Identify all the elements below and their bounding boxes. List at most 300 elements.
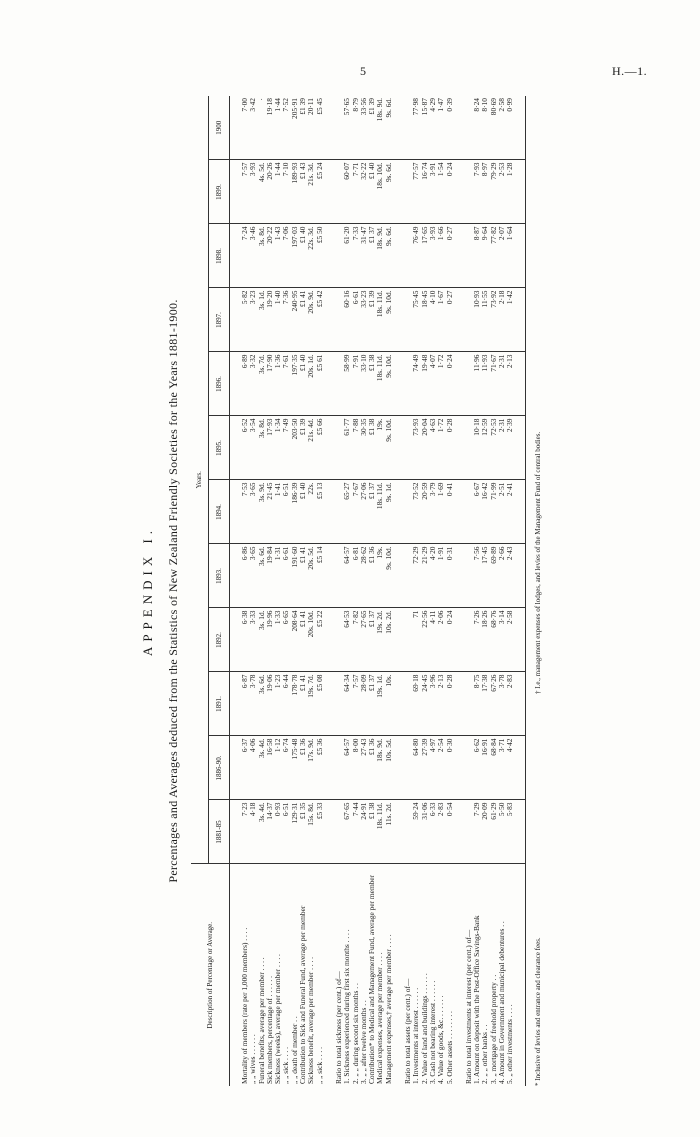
value-cell: 186·39 <box>291 480 299 544</box>
value-cell: 8·79 <box>350 98 360 112</box>
year-column-header: 1897. <box>208 288 229 352</box>
value-cell: 75·45 <box>412 288 420 352</box>
value-cell: 8·10 <box>480 98 490 112</box>
value-cell: 57·65 <box>342 98 352 116</box>
row-label: Sickness benefit, average per member . . . . <box>307 864 315 1086</box>
value-cell: 7·10 <box>282 160 290 224</box>
value-cell: £5 22 <box>316 608 324 672</box>
row-label: 4. Value of goods, &c. . . . . . . <box>437 864 445 1086</box>
value-cell: 21s. 3d. <box>307 160 315 224</box>
table-row <box>506 96 514 1086</box>
value-cell: 22s. 3d. <box>307 224 315 288</box>
table-row <box>446 96 454 1086</box>
value-cell: 77·57 <box>412 160 420 224</box>
table-row <box>266 96 274 1086</box>
value-cell: 4·20 <box>429 544 437 608</box>
table-row <box>429 96 437 1086</box>
table-row <box>437 96 445 1086</box>
value-cell: 7·29 <box>473 800 481 864</box>
value-cell: 7·56 <box>473 544 481 608</box>
value-cell: 129·31 <box>291 800 299 864</box>
value-cell: 7·61 <box>282 352 290 416</box>
value-cell: 20s. 1d. <box>307 352 315 416</box>
value-cell: £5 24 <box>316 160 324 224</box>
value-cell: 2·83 <box>437 800 445 864</box>
value-cell: 24·91 <box>360 800 368 864</box>
value-cell: 6·52 <box>241 416 249 480</box>
value-cell: 19s. 1d. <box>376 672 384 736</box>
value-cell: 175·48 <box>291 736 299 800</box>
value-cell: 19·84 <box>266 544 274 608</box>
value-cell: 7·49 <box>282 416 290 480</box>
value-cell: 7·57 <box>241 160 249 224</box>
value-cell: · <box>256 98 266 101</box>
value-cell: 14·37 <box>266 800 274 864</box>
value-cell: 0·30 <box>446 736 454 800</box>
value-cell: 19s. <box>376 416 384 480</box>
value-cell: 31·06 <box>421 800 429 864</box>
table-row <box>421 96 429 1086</box>
row-label: Mortality of members (rate per 1,000 members) . . . . <box>241 864 249 1086</box>
row-label: 3. „ mortgage of freehold property . . <box>490 864 498 1086</box>
value-cell: 65·27 <box>343 480 351 544</box>
value-cell: 2·18 <box>498 288 506 352</box>
value-cell: 3·42 <box>248 98 258 112</box>
row-label: 1. Investments at interest . . . . . . <box>412 864 420 1086</box>
value-cell: 3·71 <box>498 736 506 800</box>
value-cell: £1 37 <box>368 672 376 736</box>
value-cell: £1 41 <box>299 672 307 736</box>
value-cell: 1·67 <box>437 288 445 352</box>
value-cell: £1 39 <box>368 288 376 352</box>
value-cell: 59·24 <box>412 800 420 864</box>
value-cell: 2·31 <box>498 352 506 416</box>
row-label: Ratio to total sickness (per cent.) of— <box>335 864 343 1086</box>
value-cell: 2·13 <box>437 672 445 736</box>
value-cell: 1·64 <box>506 224 514 288</box>
value-cell: 20s. 9d. <box>307 288 315 352</box>
value-cell: 10s. 2d. <box>385 608 393 672</box>
value-cell: 6·74 <box>282 736 290 800</box>
table-row <box>258 96 266 1086</box>
value-cell: £5 66 <box>316 416 324 480</box>
value-cell: £1 38 <box>368 800 376 864</box>
value-cell: 205·91 <box>289 98 299 119</box>
value-cell: £5 42 <box>316 288 324 352</box>
row-label: Sickness (weeks), average per member . . . . <box>274 864 282 1086</box>
value-cell: 6·65 <box>282 608 290 672</box>
value-cell: £1 37 <box>368 608 376 672</box>
value-cell: 0·27 <box>446 288 454 352</box>
page-number: 5 <box>360 64 366 78</box>
value-cell: 18·45 <box>421 288 429 352</box>
value-cell: 79·29 <box>490 160 498 224</box>
value-cell: 24·45 <box>421 672 429 736</box>
value-cell: 19·48 <box>421 352 429 416</box>
value-cell: 7·53 <box>241 480 249 544</box>
value-cell: 1·40 <box>274 288 282 352</box>
value-cell: £5 61 <box>316 352 324 416</box>
value-cell: £1 37 <box>368 480 376 544</box>
value-cell: 3s. 4d. <box>258 800 266 864</box>
value-cell: 61·20 <box>343 224 351 288</box>
row-label: 4. Amount in Government and municipal debentures . . <box>498 864 506 1086</box>
value-cell: 1·23 <box>274 672 282 736</box>
years-header: Years. <box>191 96 208 864</box>
value-cell: 18s. 10d. <box>376 160 384 224</box>
value-cell: 22·56 <box>421 608 429 672</box>
value-cell: 4·29 <box>427 98 437 112</box>
value-cell: 18s. 11d. <box>376 800 384 864</box>
table-row <box>307 96 315 1086</box>
value-cell: 69·18 <box>412 672 420 736</box>
value-cell: £1 36 <box>299 736 307 800</box>
value-cell: 31·47 <box>360 224 368 288</box>
value-cell: 33·56 <box>358 98 368 116</box>
value-cell: 0·39 <box>444 98 454 112</box>
value-cell: £5 45 <box>314 98 324 115</box>
value-cell: 7·82 <box>352 608 360 672</box>
value-cell: 1·44 <box>273 98 283 112</box>
value-cell: 17·38 <box>481 672 489 736</box>
value-cell: 18s. 9d. <box>376 224 384 288</box>
value-cell: 4·63 <box>429 416 437 480</box>
value-cell: 5·83 <box>506 800 514 864</box>
year-column-header: 1894. <box>208 480 229 544</box>
table-row <box>481 96 489 1086</box>
value-cell: 33·10 <box>360 352 368 416</box>
value-cell: 28·62 <box>360 544 368 608</box>
value-cell: 9s. 6d. <box>383 98 393 118</box>
value-cell: £1 40 <box>299 480 307 544</box>
value-cell: 15s. 8d. <box>307 800 315 864</box>
year-column-header: 1881-85 <box>208 800 229 864</box>
value-cell: 3·96 <box>429 672 437 736</box>
value-cell: £1 41 <box>299 288 307 352</box>
value-cell: 189·93 <box>291 160 299 224</box>
value-cell: 60·16 <box>343 288 351 352</box>
value-cell: 18·26 <box>481 608 489 672</box>
value-cell: 1·91 <box>437 544 445 608</box>
value-cell: 1·36 <box>274 352 282 416</box>
table-row <box>343 96 351 1086</box>
value-cell: 2·83 <box>506 672 514 736</box>
value-cell: 7·26 <box>473 608 481 672</box>
value-cell: 4·11 <box>429 608 437 672</box>
value-cell: £5 14 <box>316 544 324 608</box>
value-cell: 3·91 <box>429 160 437 224</box>
value-cell: 3·33 <box>249 608 257 672</box>
value-cell: 76·49 <box>412 224 420 288</box>
value-cell: 6·81 <box>352 544 360 608</box>
value-cell: 7·93 <box>473 160 481 224</box>
value-cell: 4·06 <box>249 736 257 800</box>
value-cell: 18s. 9d. <box>376 736 384 800</box>
value-cell: 6·86 <box>241 544 249 608</box>
value-cell: 1·43 <box>274 224 282 288</box>
value-cell: 6·37 <box>241 736 249 800</box>
value-cell: 7·91 <box>352 352 360 416</box>
value-cell: 4·07 <box>429 352 437 416</box>
value-cell: 20·04 <box>421 416 429 480</box>
row-label: 5. Other assets . . . . . . . . <box>446 864 454 1086</box>
value-cell: 6·51 <box>282 800 290 864</box>
value-cell: £5 13 <box>316 480 324 544</box>
value-cell: 7·44 <box>352 800 360 864</box>
value-cell: 3·79 <box>429 480 437 544</box>
value-cell: 19·20 <box>266 288 274 352</box>
value-cell: 0·24 <box>446 352 454 416</box>
value-cell: 0·28 <box>446 416 454 480</box>
value-cell: 64·57 <box>343 736 351 800</box>
value-cell: 4·97 <box>429 736 437 800</box>
value-cell: 2·58 <box>506 608 514 672</box>
value-cell: 2·13 <box>506 352 514 416</box>
value-cell: £1 39 <box>299 416 307 480</box>
row-label: 1. Sickness experienced during first six months . . . . <box>343 864 351 1086</box>
value-cell: 17·45 <box>481 544 489 608</box>
value-cell: 9s. 6d. <box>385 160 393 224</box>
value-cell: 8·87 <box>473 224 481 288</box>
value-cell: 21·29 <box>421 544 429 608</box>
row-label: Management expenses,† average per member . . . . <box>385 864 393 1086</box>
value-cell: 7·88 <box>352 416 360 480</box>
value-cell: 60·07 <box>343 160 351 224</box>
year-column-header: 1900 <box>208 96 229 160</box>
value-cell: 6·61 <box>352 288 360 352</box>
value-cell: 74·49 <box>412 352 420 416</box>
value-cell: 3s. 4d. <box>258 736 266 800</box>
value-cell: 191·60 <box>291 544 299 608</box>
value-cell: 73·52 <box>412 480 420 544</box>
value-cell: 197·35 <box>291 352 299 416</box>
value-cell: 11·93 <box>481 352 489 416</box>
row-label: 2. „ „ other banks . . <box>481 864 489 1086</box>
year-column-header: 1898. <box>208 224 229 288</box>
value-cell: 3s. 8d. <box>258 416 266 480</box>
value-cell: 27·43 <box>360 736 368 800</box>
value-cell: 1·44 <box>274 160 282 224</box>
value-cell: 61·77 <box>343 416 351 480</box>
value-cell: 16·42 <box>481 480 489 544</box>
value-cell: 17·93 <box>266 416 274 480</box>
value-cell: 6·33 <box>429 800 437 864</box>
value-cell: 64·80 <box>412 736 420 800</box>
row-label: Medical expenses, average per member . . . . <box>376 864 384 1086</box>
value-cell: 6·61 <box>282 544 290 608</box>
value-cell: 3·65 <box>249 480 257 544</box>
value-cell: 0·93 <box>274 800 282 864</box>
row-label: 3. „ „ after twelve months . . <box>360 864 368 1086</box>
value-cell: £1 38 <box>368 352 376 416</box>
row-label: 2. „ „ during second six months . . <box>352 864 360 1086</box>
value-cell: 3·78 <box>498 672 506 736</box>
value-cell: 71·99 <box>490 480 498 544</box>
value-cell: 7·06 <box>282 224 290 288</box>
year-column-header: 1895. <box>208 416 229 480</box>
row-label: 3. Cash not bearing interest . . . . . . <box>429 864 437 1086</box>
value-cell: 7·57 <box>352 672 360 736</box>
value-cell: 72·53 <box>490 416 498 480</box>
value-cell: 2·06 <box>437 608 445 672</box>
table-row <box>352 96 360 1086</box>
value-cell: 80·69 <box>488 98 498 116</box>
value-cell: 3·78 <box>249 672 257 736</box>
row-label: Sick members, percentage of . . . . . . <box>266 864 274 1086</box>
value-cell: 8·00 <box>352 736 360 800</box>
value-cell: 1·31 <box>274 544 282 608</box>
value-cell: 3s. 6d. <box>258 672 266 736</box>
value-cell: 10s. 5d. <box>385 736 393 800</box>
value-cell: 1·72 <box>437 416 445 480</box>
value-cell: 7·71 <box>352 160 360 224</box>
value-cell: 10s. <box>385 672 393 736</box>
year-column-header: 1886-90. <box>208 736 229 800</box>
value-cell: £1 40 <box>368 160 376 224</box>
value-cell: 6·89 <box>241 352 249 416</box>
value-cell: 0·41 <box>446 480 454 544</box>
row-label: Funeral benefits, average per member . . . . <box>258 864 266 1086</box>
value-cell: 3·54 <box>249 416 257 480</box>
value-cell: 6·67 <box>473 480 481 544</box>
value-cell: 3·14 <box>498 608 506 672</box>
value-cell: £1 41 <box>299 608 307 672</box>
statistics-table <box>191 96 526 1086</box>
value-cell: £1 36 <box>368 736 376 800</box>
value-cell: 5·82 <box>241 288 249 352</box>
value-cell: 2·54 <box>437 736 445 800</box>
value-cell: 4·42 <box>506 736 514 800</box>
table-row <box>385 96 393 1086</box>
value-cell: 1·34 <box>274 416 282 480</box>
value-cell: 0·27 <box>446 224 454 288</box>
year-column-header: 1899. <box>208 160 229 224</box>
year-column-header: 1891. <box>208 672 229 736</box>
value-cell: £5 50 <box>316 224 324 288</box>
value-cell: 0·28 <box>446 672 454 736</box>
value-cell: £1 40 <box>299 224 307 288</box>
value-cell: 17s. 9d. <box>307 736 315 800</box>
value-cell: 20·22 <box>266 224 274 288</box>
table-row <box>241 96 249 1086</box>
value-cell: 20·59 <box>421 480 429 544</box>
value-cell: 16·91 <box>481 736 489 800</box>
value-cell: £5 08 <box>316 672 324 736</box>
row-label: 1. Amount on deposit with the Post-Office Savings-Bank <box>473 864 481 1086</box>
value-cell: 203·50 <box>291 416 299 480</box>
value-cell: £1 38 <box>368 416 376 480</box>
row-label: „ „ death of member . . <box>291 864 299 1086</box>
value-cell: 3s. 1d. <box>258 608 266 672</box>
value-cell: 67·65 <box>343 800 351 864</box>
value-cell: 178·78 <box>291 672 299 736</box>
value-cell: £1 39 <box>298 98 308 115</box>
value-cell: 30·35 <box>360 416 368 480</box>
value-cell: 3·32 <box>249 352 257 416</box>
value-cell: 3s. 1d. <box>258 288 266 352</box>
row-label: „ „ wives . . . . . . <box>249 864 257 1086</box>
value-cell: 71 <box>412 608 420 672</box>
rotated-content <box>138 96 698 1086</box>
value-cell: £1 43 <box>299 160 307 224</box>
footnotes <box>534 96 546 1086</box>
value-cell: 2·66 <box>498 544 506 608</box>
value-cell: 6·44 <box>282 672 290 736</box>
value-cell: 3·93 <box>429 224 437 288</box>
value-cell: 15·87 <box>419 98 429 116</box>
value-cell: £1 41 <box>299 544 307 608</box>
value-cell: 3s. 7d. <box>258 352 266 416</box>
value-cell: 9s. 10d. <box>385 352 393 416</box>
value-cell: 3·46 <box>249 224 257 288</box>
page-reference: H.—1. <box>612 64 648 78</box>
year-column-header: 1893. <box>208 544 229 608</box>
value-cell: 20·09 <box>481 800 489 864</box>
value-cell: 68·76 <box>490 608 498 672</box>
value-cell: 21s. 4d. <box>307 416 315 480</box>
value-cell: 2·07 <box>498 224 506 288</box>
value-cell: 7·67 <box>352 480 360 544</box>
value-cell: 0·54 <box>446 800 454 864</box>
value-cell: 9s. 1d. <box>385 480 393 544</box>
value-cell: 19·96 <box>266 608 274 672</box>
value-cell: 9s. 10d. <box>385 288 393 352</box>
value-cell: 20·26 <box>266 160 274 224</box>
value-cell: 16·74 <box>421 160 429 224</box>
value-cell: 17·90 <box>266 352 274 416</box>
value-cell: 72·29 <box>412 544 420 608</box>
value-cell: 73·93 <box>412 416 420 480</box>
value-cell: 64·53 <box>343 608 351 672</box>
value-cell: 6·51 <box>282 480 290 544</box>
value-cell: 0·99 <box>505 98 515 112</box>
value-cell: 8·97 <box>481 160 489 224</box>
value-cell: 20s. 10d. <box>307 608 315 672</box>
row-label: 2. Value of land and buildings . . . . . . <box>421 864 429 1086</box>
value-cell: 2·43 <box>506 544 514 608</box>
value-cell: 7·24 <box>241 224 249 288</box>
year-column-header: 1892. <box>208 608 229 672</box>
row-label: Contribution to Sick and Funeral Fund, average per member <box>299 864 307 1086</box>
value-cell: 11·96 <box>473 352 481 416</box>
value-cell: 3s. 9d. <box>258 480 266 544</box>
value-cell: 1·33 <box>274 608 282 672</box>
footnote-management: † I.e., management expenses of lodges, and levies of the Management Fund of central bodies. <box>533 431 542 694</box>
value-cell: 17·65 <box>421 224 429 288</box>
value-cell: 1·28 <box>506 160 514 224</box>
value-cell: 9s. 6d. <box>385 224 393 288</box>
value-cell: 18s. 11d. <box>376 288 384 352</box>
value-cell: 18s. 11d. <box>376 352 384 416</box>
value-cell: 1·72 <box>437 352 445 416</box>
value-cell: 1·47 <box>436 98 446 112</box>
value-cell: 20s. 5d. <box>307 544 315 608</box>
value-cell: 240·95 <box>291 288 299 352</box>
value-cell: £1 36 <box>368 544 376 608</box>
value-cell: 58·99 <box>343 352 351 416</box>
value-cell: 2·39 <box>506 416 514 480</box>
value-cell: 69·89 <box>490 544 498 608</box>
value-cell: £1 37 <box>368 224 376 288</box>
table-row <box>274 96 282 1086</box>
value-cell: £5 36 <box>316 736 324 800</box>
value-cell: 6·87 <box>241 672 249 736</box>
value-cell: 9s. 10d. <box>385 416 393 480</box>
value-cell: 1·69 <box>437 480 445 544</box>
value-cell: £1 40 <box>299 352 307 416</box>
value-cell: 77·98 <box>411 98 421 116</box>
value-cell: 16·58 <box>266 736 274 800</box>
